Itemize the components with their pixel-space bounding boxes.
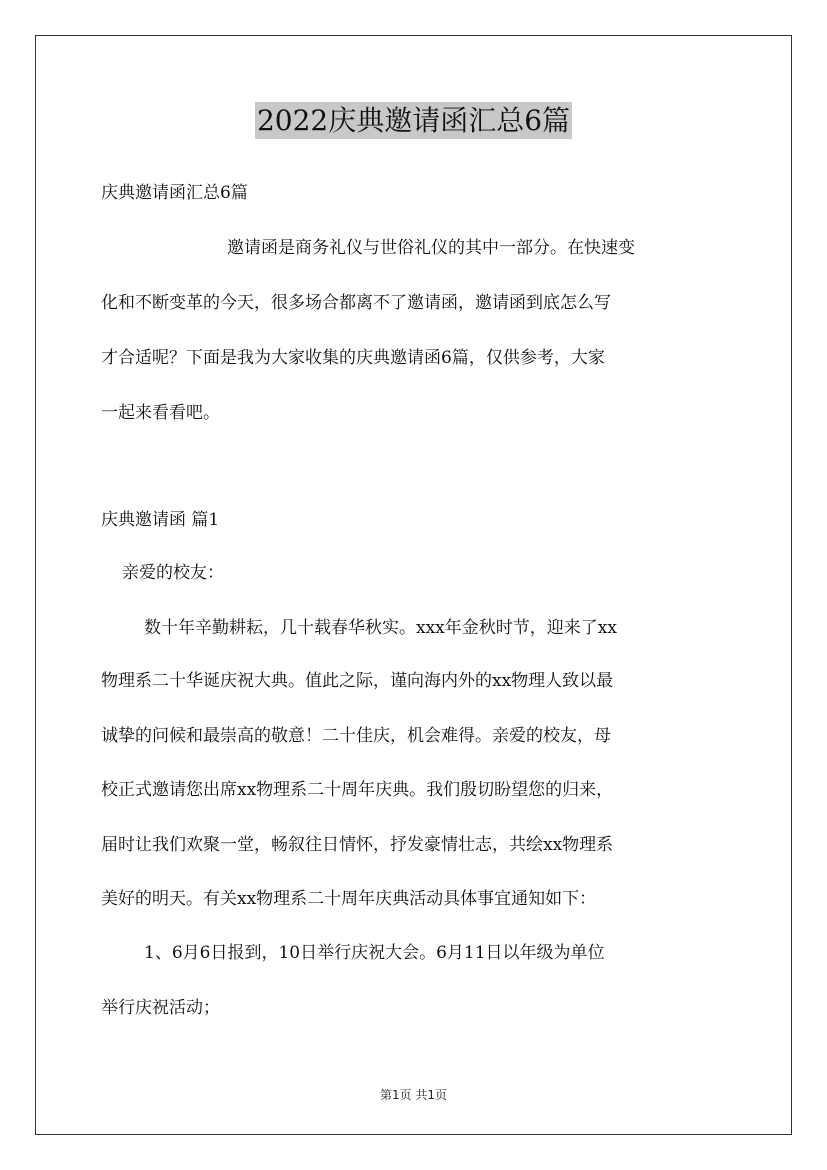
body-line: 届时让我们欢聚一堂，畅叙往日情怀，抒发豪情壮志，共绘xx物理系 — [101, 835, 614, 855]
section-title: 庆典邀请函 篇1 — [101, 510, 220, 530]
item-line: 1、6月6日报到，10日举行庆祝大会。6月11日以年级为单位 — [144, 943, 605, 963]
intro-line: 一起来看看吧。 — [101, 403, 220, 423]
body-line: 物理系二十华诞庆祝大典。值此之际，谨向海内外的xx物理人致以最 — [101, 671, 614, 691]
body-line: 诚挚的问候和最崇高的敬意！二十佳庆，机会难得。亲爱的校友，母 — [101, 726, 611, 746]
body-line: 美好的明天。有关xx物理系二十周年庆典活动具体事宜通知如下： — [101, 889, 597, 909]
body-line: 校正式邀请您出席xx物理系二十周年庆典。我们殷切盼望您的归来， — [101, 780, 614, 800]
document-subtitle: 庆典邀请函汇总6篇 — [101, 183, 248, 203]
document-title: 2022庆典邀请函汇总6篇 — [256, 104, 571, 137]
salutation: 亲爱的校友： — [122, 563, 224, 583]
intro-line: 邀请函是商务礼仪与世俗礼仪的其中一部分。在快速变 — [227, 238, 635, 258]
item-line: 举行庆祝活动； — [101, 998, 220, 1018]
body-line: 数十年辛勤耕耘，几十载春华秋实。xxx年金秋时节，迎来了xx — [144, 618, 617, 638]
intro-line: 才合适呢？下面是我为大家收集的庆典邀请函6篇，仅供参考，大家 — [101, 348, 605, 368]
intro-line: 化和不断变革的今天，很多场合都离不了邀请函，邀请函到底怎么写 — [101, 293, 611, 313]
page-footer: 第1页 共1页 — [379, 1088, 448, 1102]
